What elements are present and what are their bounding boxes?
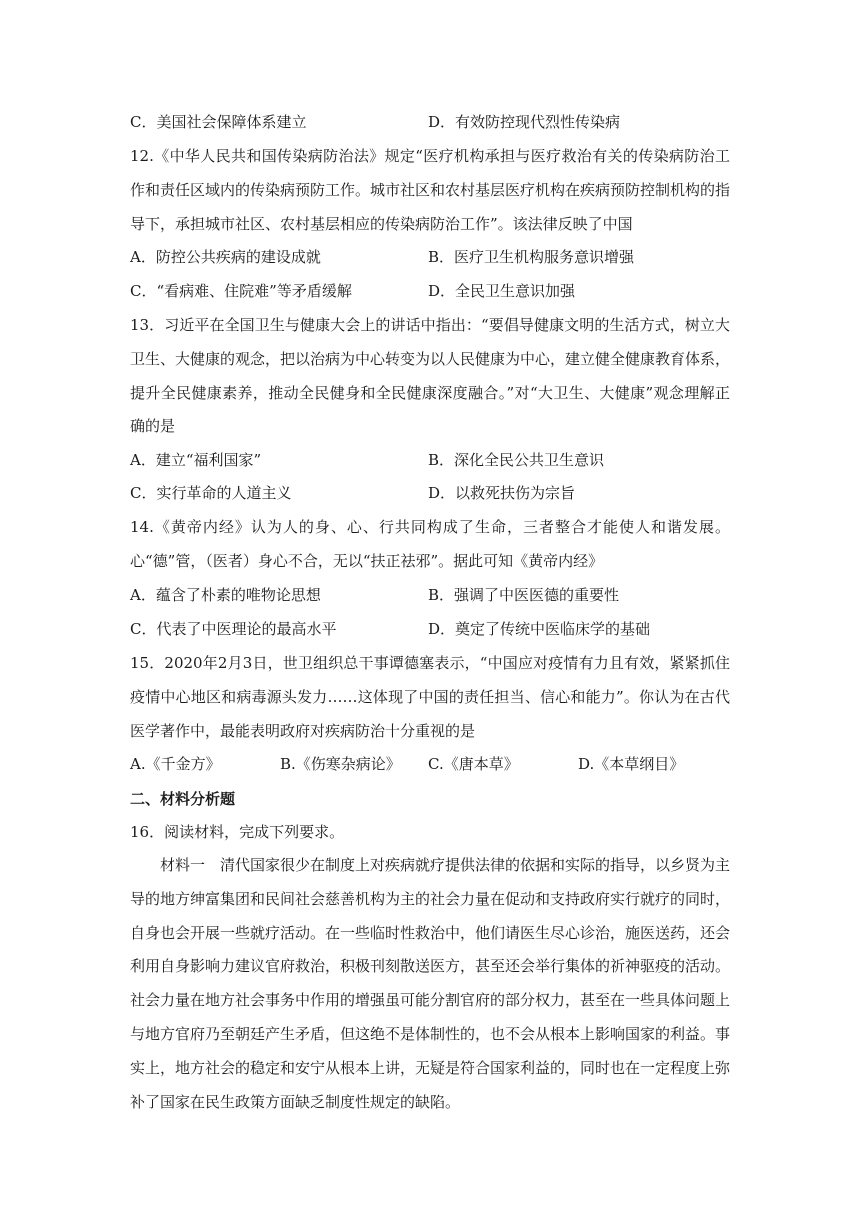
q12-option-d: D．全民卫生意识加强 [428,282,576,300]
section-heading: 二、材料分析题 [130,790,236,808]
q15-stem: 15．2020年2月3日，世卫组织总干事谭德塞表示，“中国应对疫情有力且有效，紧紧抓住疫情中心地区和病毒源头发力……这体现了中国的责任担当、信心和能力”。你认为在古代医学著作中，最能表明政府对疾病防治十分重视的是 [130,654,730,740]
q14-stem: 14.《黄帝内经》认为人的身、心、行共同构成了生命，三者整合才能使人和谐发展。心“德”管，（医者）身心不合，无以“扶正祛邪”。据此可知《黄帝内经》 [130,518,730,570]
q16-material-1: 材料一 清代国家很少在制度上对疾病就疗提供法律的依据和实际的指导，以乡贤为主导的地方绅富集团和民间社会慈善机构为主的社会力量在促动和支持政府实行就疗的同时，自身也会开展一些就疗活动。在一些临时性救治中，他们请医生尽心诊治，施医送药，还会利用自身影响力建议官府救治，积极刊刻散送医方，甚至还会举行集体的祈神驱疫的活动。社会力量在地方社会事务中作用的增强虽可能分割官府的部分权力，甚至在一些具体问题上与地方官府乃至朝廷产生矛盾，但这绝不是体制性的，也不会从根本上影响国家的利益。事实上，地方社会的稳定和安宁从根本上讲，无疑是符合国家利益的，同时也在一定程度上弥补了国家在民生政策方面缺乏制度性规定的缺陷。 [130,856,731,1111]
q12-option-a: A．防控公共疾病的建设成就 [130,248,321,266]
q13-option-d: D．以救死扶伤为宗旨 [428,484,576,502]
q15-option-d: D.《本草纲目》 [578,755,685,773]
q13-option-c: C．实行革命的人道主义 [130,484,292,502]
q11-option-d: D．有效防控现代烈性传染病 [428,113,621,131]
q13-option-a: A．建立“福利国家” [130,451,262,469]
q15-option-b: B.《伤寒杂病论》 [280,755,401,773]
q15-option-a: A.《千金方》 [130,755,221,773]
q13-option-b: B．深化全民公共卫生意识 [428,451,605,469]
q13-stem: 13．习近平在全国卫生与健康大会上的讲话中指出：“要倡导健康文明的生活方式，树立大卫生、大健康的观念，把以治病为中心转变为以人民健康为中心，建立健全健康教育体系，提升全民健康素养，推动全民健身和全民健康深度融合。”对“大卫生、大健康”观念理解正确的是 [130,316,731,436]
q14-option-c: C．代表了中医理论的最高水平 [130,620,337,638]
q14-option-d: D．奠定了传统中医临床学的基础 [428,620,651,638]
q15-option-c: C.《唐本草》 [428,755,519,773]
q16-stem: 16．阅读材料，完成下列要求。 [130,823,345,841]
q14-option-a: A．蕴含了朴素的唯物论思想 [130,586,321,604]
q14-option-b: B．强调了中医医德的重要性 [428,586,620,604]
q11-option-c: C．美国社会保障体系建立 [130,113,307,131]
q12-option-c: C．“看病难、住院难”等矛盾缓解 [130,282,352,300]
q12-option-b: B．医疗卫生机构服务意识增强 [428,248,635,266]
q12-stem: 12.《中华人民共和国传染病防治法》规定“医疗机构承担与医疗救治有关的传染病防治工作和责任区域内的传染病预防工作。城市社区和农村基层医疗机构在疾病预防控制机构的指导下，承担城市社区、农村基层相应的传染病防治工作”。该法律反映了中国 [130,147,731,233]
